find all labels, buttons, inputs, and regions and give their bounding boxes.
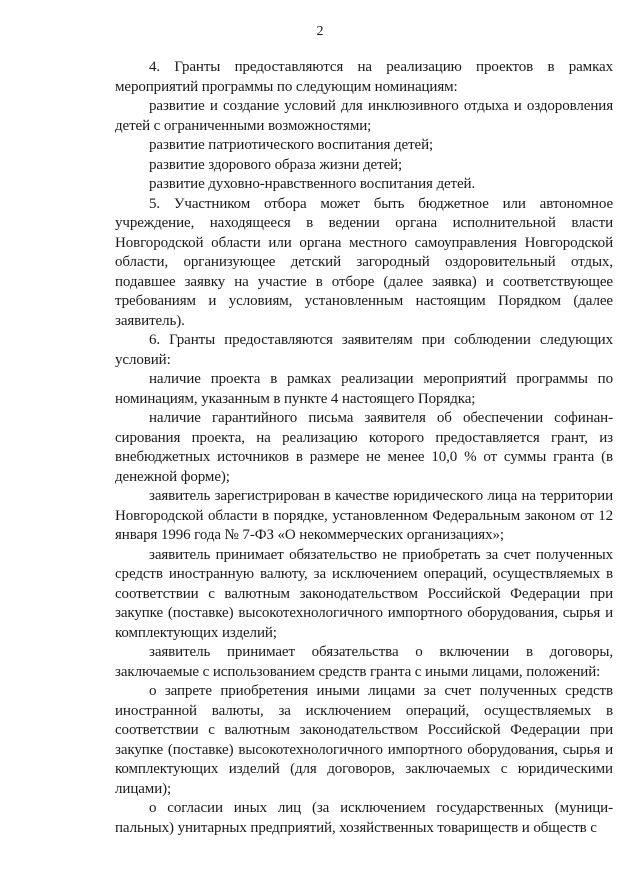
paragraph-item-6: 6. Гранты предоставляются заявителям при соблюдении следующих условий:: [115, 332, 613, 368]
paragraph-nomination-patriotic: развитие патриотического воспитания детей;: [149, 137, 434, 153]
paragraph-condition-currency: заявитель принимает обязательство не приобретать за счет полученных средств иностранную валюту, за исключением операций, осуществляемых в соответствии с валютным законодательством Российской Федерации при закупке (поставке) высокотехнологичного импортного оборудования, сырья и комплектующих изделий;: [115, 546, 613, 641]
page-number: 2: [316, 24, 324, 39]
paragraph-condition-contracts: заявитель принимает обязательства о включении в договоры, заключаемые с использованием средств гранта с иными лицами, положений:: [115, 644, 613, 680]
document-body: [115, 58, 613, 838]
paragraph-item-4: 4. Гранты предоставляются на реализацию проектов в рамках мероприятий программы по следующим номинациям:: [115, 59, 613, 95]
paragraph-condition-registration: заявитель зарегистрирован в качестве юридического лица на территории Новгородской области в порядке, установленном Федеральным законом от 12 января 1996 года № 7-ФЗ «О некоммерческих организациях»;: [115, 488, 613, 543]
paragraph-nomination-healthy: развитие здорового образа жизни детей;: [149, 156, 403, 173]
paragraph-nomination-inclusive: развитие и создание условий для инклюзивного отдыха и оздоровления детей с ограниченными возможностями;: [115, 98, 613, 134]
paragraph-provision-consent: о согласии иных лиц (за исключением государственных (муници-пальных) унитарных предприятий, хозяйственных товариществ и обществ с: [115, 800, 613, 836]
paragraph-condition-project: наличие проекта в рамках реализации мероприятий программы по номинациям, указанным в пункте 4 настоящего Порядка;: [115, 371, 613, 407]
paragraph-provision-currency-ban: о запрете приобретения иными лицами за счет полученных средств иностранной валюты, за исключением операций, осуществляемых в соответствии с валютным законодательством Российской Федерации при закупке (поставке) высокотехнологичного импортного оборудования, сырья и комплектующих изделий (для договоров, заключаемых с юридическими лицами);: [115, 683, 613, 797]
paragraph-item-5: 5. Участником отбора может быть бюджетное или автономное учреждение, находящееся в ведении органа исполнительной власти Новгородской области или органа местного самоуправления Новгородской области, организующее детский загородный оздоровительный отдых, подавшее заявку на участие в отборе (далее заявка) и соответствующее требованиям и условиям, установленным настоящим Порядком (далее заявитель).: [115, 195, 613, 329]
paragraph-condition-guarantee-letter: наличие гарантийного письма заявителя об обеспечении софинан-сирования проекта, на реализацию которого предоставляется грант, из внебюджетных источников в размере не менее 10,0 % от суммы гранта (в денежной форме);: [115, 410, 613, 485]
paragraph-nomination-spiritual: развитие духовно-нравственного воспитания детей.: [149, 176, 476, 192]
